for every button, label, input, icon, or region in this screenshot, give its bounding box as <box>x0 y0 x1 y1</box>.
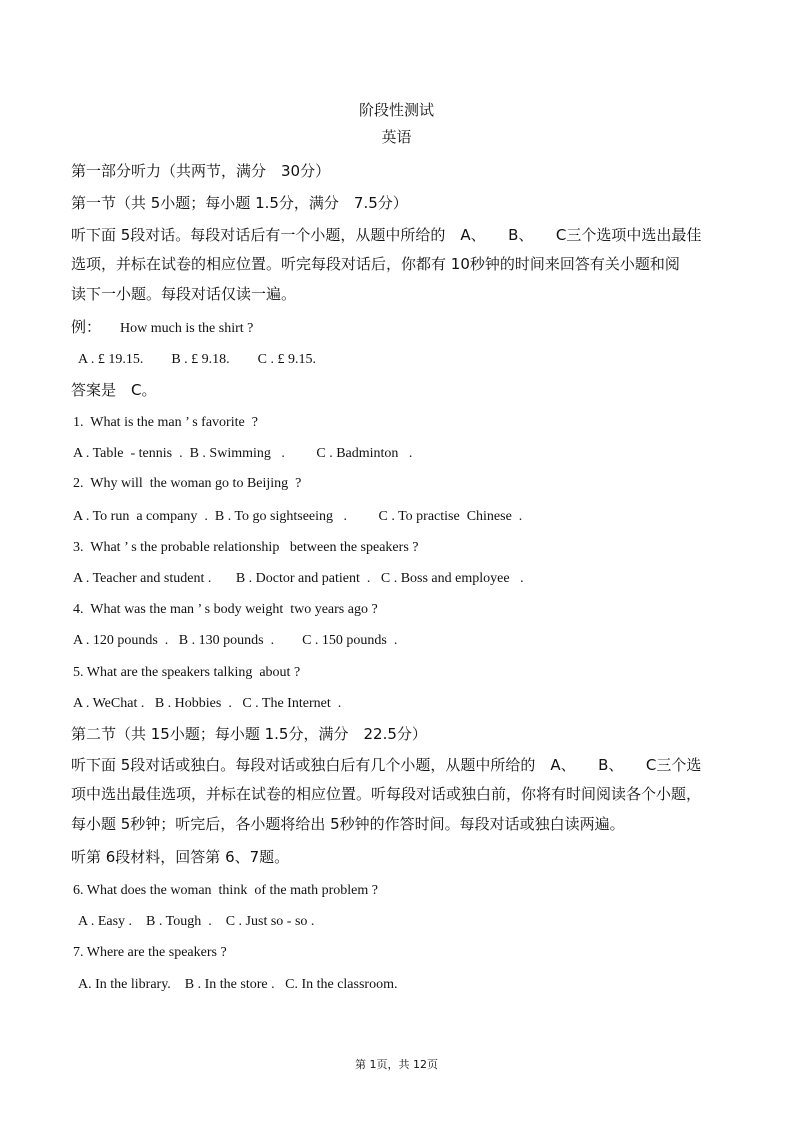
subject-title: 英语 <box>381 128 412 146</box>
question-options: A . Table - tennis . B . Swimming . C . Badminton . <box>73 446 413 461</box>
question-options: A. In the library. B . In the store . C. In the classroom. <box>78 977 398 992</box>
question-options: A . WeChat . B . Hobbies . C . The Internet . <box>73 696 342 711</box>
page-title: 阶段性测试 <box>358 101 434 119</box>
question-text: 2. Why will the woman go to Beijing ? <box>73 476 302 491</box>
question-text: 5. What are the speakers talking about ? <box>73 665 301 680</box>
example-answer: 答案是 C。 <box>71 381 157 399</box>
section1-instruction-line: 读下一小题。每段对话仅读一遍。 <box>71 285 297 303</box>
question-options: A . Teacher and student . B . Doctor and patient . C . Boss and employee . <box>73 571 524 586</box>
question-text: 3. What ’ s the probable relationship between the speakers ? <box>73 540 419 555</box>
section2-heading: 第二节（共 15小题；每小题 1.5分，满分 22.5分） <box>71 725 427 743</box>
example-options: A . £ 19.15. B . £ 9.18. C . £ 9.15. <box>78 352 317 367</box>
page-number: 第 1页，共 12页 <box>355 1058 438 1071</box>
group-heading: 听第 6段材料，回答第 6、7题。 <box>71 848 290 866</box>
question-text: 1. What is the man ’ s favorite ? <box>73 415 258 430</box>
section2-instruction-line: 每小题 5秒钟；听完后，各小题将给出 5秒钟的作答时间。每段对话或独白读两遍。 <box>71 815 625 833</box>
question-options: A . 120 pounds . B . 130 pounds . C . 150 pounds . <box>73 633 398 648</box>
section1-instruction-line: 选项，并标在试卷的相应位置。听完每段对话后，你都有 10秒钟的时间来回答有关小题和阅 <box>71 255 680 273</box>
question-text: 6. What does the woman think of the math problem ? <box>73 883 378 898</box>
section1-instruction-line: 听下面 5段对话。每段对话后有一个小题，从题中所给的 A、 B、 C三个选项中选出最佳 <box>71 226 702 244</box>
section1-heading: 第一节（共 5小题；每小题 1.5分，满分 7.5分） <box>71 194 408 212</box>
section2-instruction-line: 听下面 5段对话或独白。每段对话或独白后有几个小题，从题中所给的 A、 B、 C三个选 <box>71 756 702 774</box>
part1-heading: 第一部分听力（共两节，满分 30分） <box>71 162 331 180</box>
question-options: A . To run a company . B . To go sightseeing . C . To practise Chinese . <box>73 509 523 524</box>
example-label: 例： <box>71 318 102 336</box>
question-text: 4. What was the man ’ s body weight two years ago ? <box>73 602 378 617</box>
question-options: A . Easy . B . Tough . C . Just so - so . <box>78 914 315 929</box>
question-text: 7. Where are the speakers ? <box>73 945 227 960</box>
example-question: How much is the shirt ? <box>120 321 254 336</box>
section2-instruction-line: 项中选出最佳选项，并标在试卷的相应位置。听每段对话或独白前，你将有时间阅读各个小题， <box>71 785 702 803</box>
